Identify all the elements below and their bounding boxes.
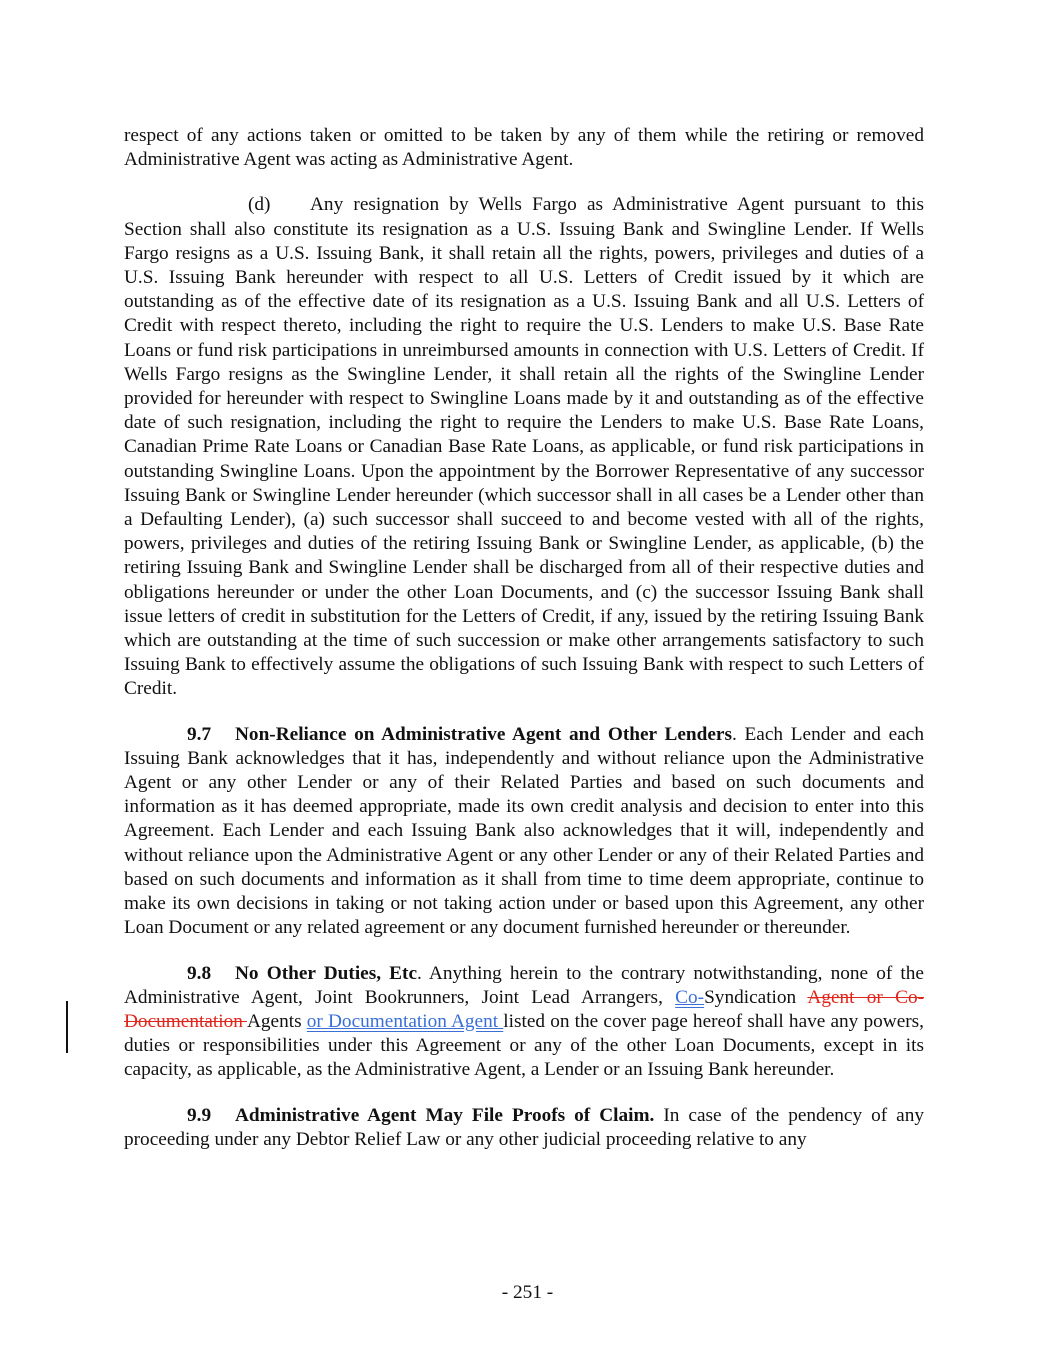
section-heading: No Other Duties, Etc	[235, 962, 418, 984]
section-9-8-text-b: Syndication	[704, 986, 808, 1008]
subsection-d-paragraph	[124, 193, 924, 701]
inserted-text: Co-	[675, 986, 705, 1008]
revision-change-bar	[66, 1001, 68, 1053]
section-9-9-text: In case of the pendency of any proceeding under any Debtor Relief Law or any other judicial proceeding relative to any	[124, 1104, 924, 1150]
continuation-text: respect of any actions taken or omitted to be taken by any of them while the retiring or removed Administrative Agent was acting as Administrative Agent.	[124, 125, 924, 171]
section-9-7-text: Each Lender and each Issuing Bank acknowledges that it has, independently and without reliance upon the Administrative Agent or any other Lender or any of their Related Parties and based on such documents and information as it has deemed appropriate, made its own credit analysis and decision to enter into this Agreement. Each Lender and each Issuing Bank also acknowledges that it will, independently and without reliance upon the Administrative Agent or any other Lender or any of their Related Parties and based on such documents and information as it shall from time to time deem appropriate, continue to make its own decisions in taking or not taking action under or based upon this Agreement, any other Loan Document or any related agreement or any document furnished hereunder or thereunder.	[124, 723, 924, 939]
section-9-8-text-a: Anything herein to the contrary notwithstanding, none of the Administrative Agent, Joint Bookrunners, Joint Lead Arrangers,	[124, 962, 924, 1008]
inserted-text: or Documentation Agent	[306, 1010, 504, 1032]
heading-period: .	[731, 723, 737, 745]
section-9-7-paragraph	[124, 723, 924, 941]
heading-period: .	[417, 962, 422, 984]
section-number: 9.9	[187, 1104, 212, 1126]
section-9-8-paragraph	[124, 962, 924, 1083]
section-9-8-text-d: listed on the cover page hereof shall have any powers, duties or responsibilities under this Agreement or any of the other Loan Documents, except in its capacity, as applicable, as the Administrative Agent, a Lender or an Issuing Bank hereunder.	[124, 1010, 925, 1081]
document-page	[124, 124, 924, 1152]
page-number: - 251 -	[501, 1282, 554, 1303]
section-heading: Non-Reliance on Administrative Agent and Other Lenders	[235, 723, 732, 745]
section-number: 9.8	[187, 962, 212, 984]
section-number: 9.7	[187, 723, 212, 745]
subsection-d-text: Any resignation by Wells Fargo as Administrative Agent pursuant to this Section shall also constitute its resignation as a U.S. Issuing Bank and Swingline Lender. If Wells Fargo resigns as a U.S. Issuing Bank, it shall retain all the rights, powers, privileges and duties of a U.S. Issuing Bank hereunder with respect to all U.S. Letters of Credit issued by it which are outstanding as of the effective date of its resignation as a U.S. Issuing Bank and all U.S. Letters of Credit with respect thereto, including the right to require the U.S. Lenders to make U.S. Base Rate Loans or fund risk participations in unreimbursed amounts in connection with U.S. Letters of Credit. If Wells Fargo resigns as the Swingline Lender, it shall retain all the rights of the Swingline Lender provided for hereunder with respect to Swingline Loans made by it and outstanding as of the effective date of such resignation, including the right to require the Lenders to make U.S. Base Rate Loans, Canadian Prime Rate Loans or Canadian Base Rate Loans, as applicable, or fund risk participations in outstanding Swingline Loans. Upon the appointment by the Borrower Representative of any successor Issuing Bank or Swingline Lender hereunder (which successor shall in all cases be a Lender other than a Defaulting Lender), (a) such successor shall succeed to and become vested with all of the rights, powers, privileges and duties of the retiring Issuing Bank or Swingline Lender, as applicable, (b) the retiring Issuing Bank and Swingline Lender shall be discharged from all of their respective duties and obligations hereunder or under the other Loan Documents, and (c) the successor Issuing Bank shall issue letters of credit in substitution for the Letters of Credit, if any, issued by the retiring Issuing Bank which are outstanding at the time of such succession or make other arrangements satisfactory to such Issuing Bank to effectively assume the obligations of such Issuing Bank with respect to such Letters of Credit.	[124, 194, 924, 700]
deleted-text: Agent or Co-Documentation	[124, 986, 925, 1032]
continuation-paragraph	[124, 124, 924, 172]
section-heading: Administrative Agent May File Proofs of Claim.	[235, 1104, 655, 1126]
subsection-marker: (d)	[248, 194, 271, 216]
section-9-9-paragraph	[124, 1104, 924, 1152]
section-9-8-text-c: Agents	[246, 1010, 307, 1032]
